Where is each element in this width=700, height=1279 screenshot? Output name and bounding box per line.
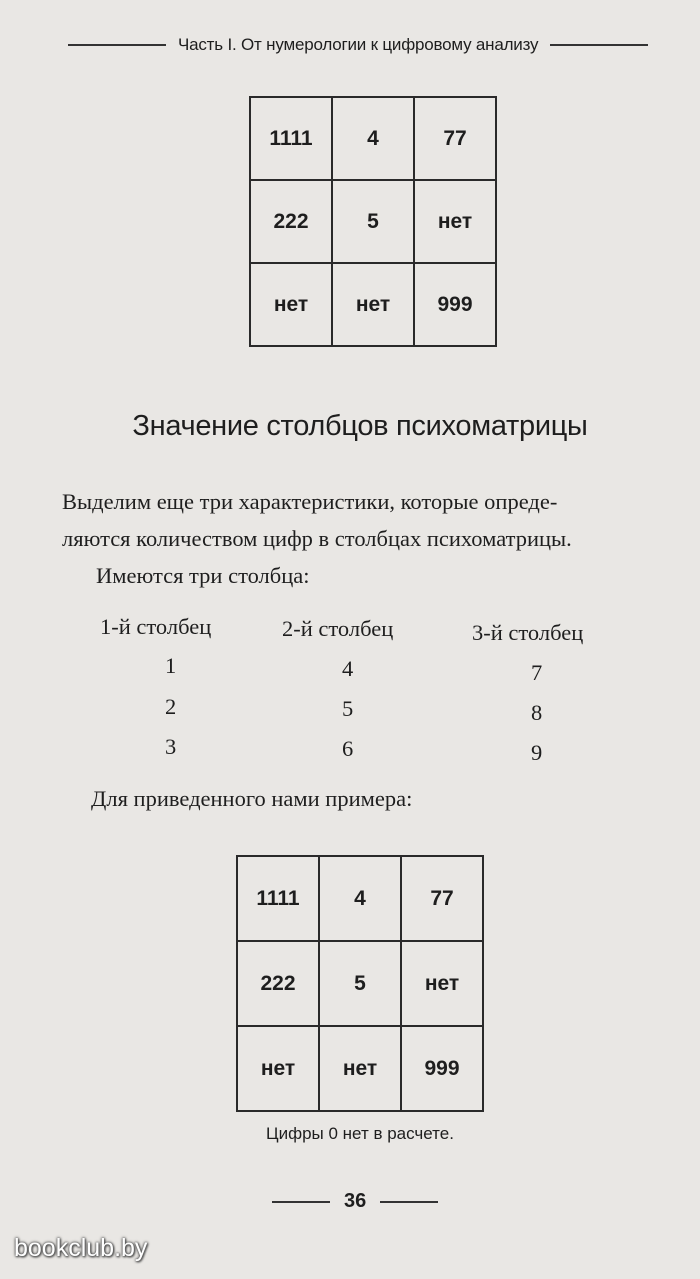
matrix-cell: нет <box>332 263 414 346</box>
table-row <box>250 180 496 263</box>
footer-rule-right <box>380 1201 438 1203</box>
matrix-cell: 1111 <box>237 856 319 941</box>
site-watermark: bookclub.by <box>14 1234 148 1262</box>
psychomatrix-table <box>249 96 497 347</box>
matrix-cell: 4 <box>332 97 414 180</box>
column-label: 2-й столбец <box>282 616 394 641</box>
matrix-cell: 1111 <box>250 97 332 180</box>
matrix-cell: 999 <box>414 263 496 346</box>
header-rule-left <box>68 44 166 46</box>
column-digit: 6 <box>342 736 354 761</box>
table-row <box>237 941 483 1026</box>
table-row <box>250 263 496 346</box>
running-title: Часть I. От нумерологии к цифровому анализу <box>178 35 539 54</box>
psychomatrix-table <box>236 855 484 1112</box>
column-digit: 4 <box>342 656 354 681</box>
paragraph: Для приведенного нами примера: <box>91 786 413 811</box>
matrix-cell: 222 <box>237 941 319 1026</box>
paragraph <box>62 483 682 557</box>
table-caption: Цифры 0 нет в расчете. <box>266 1124 454 1143</box>
table-row <box>237 1026 483 1111</box>
column-digit: 3 <box>165 734 177 759</box>
matrix-cell: 5 <box>332 180 414 263</box>
matrix-cell: 77 <box>401 856 483 941</box>
matrix-cell: 4 <box>319 856 401 941</box>
running-header <box>68 30 688 60</box>
paragraph-line: ляются количеством цифр в столбцах психоматрицы. <box>62 526 572 551</box>
footer-rule-left <box>272 1201 330 1203</box>
matrix-cell: 77 <box>414 97 496 180</box>
section-heading: Значение столбцов психоматрицы <box>132 410 588 442</box>
matrix-cell: 222 <box>250 180 332 263</box>
matrix-cell: нет <box>250 263 332 346</box>
table-row <box>250 97 496 180</box>
column-digit: 2 <box>165 694 177 719</box>
page-footer <box>272 1190 438 1213</box>
paragraph-line: Выделим еще три характеристики, которые опреде- <box>62 489 558 514</box>
matrix-cell: нет <box>414 180 496 263</box>
matrix-cell: 999 <box>401 1026 483 1111</box>
table-row <box>237 856 483 941</box>
header-rule-right <box>550 44 648 46</box>
matrix-cell: нет <box>319 1026 401 1111</box>
column-digit: 8 <box>531 700 543 725</box>
column-label: 3-й столбец <box>472 620 584 645</box>
column-digit: 7 <box>531 660 543 685</box>
matrix-cell: нет <box>401 941 483 1026</box>
matrix-cell: 5 <box>319 941 401 1026</box>
paragraph: Имеются три столбца: <box>96 563 310 588</box>
column-digit: 1 <box>165 653 177 678</box>
matrix-cell: нет <box>237 1026 319 1111</box>
column-label: 1-й столбец <box>100 614 212 639</box>
column-digit: 9 <box>531 740 543 765</box>
page-number: 36 <box>344 1190 367 1212</box>
column-digit: 5 <box>342 696 354 721</box>
